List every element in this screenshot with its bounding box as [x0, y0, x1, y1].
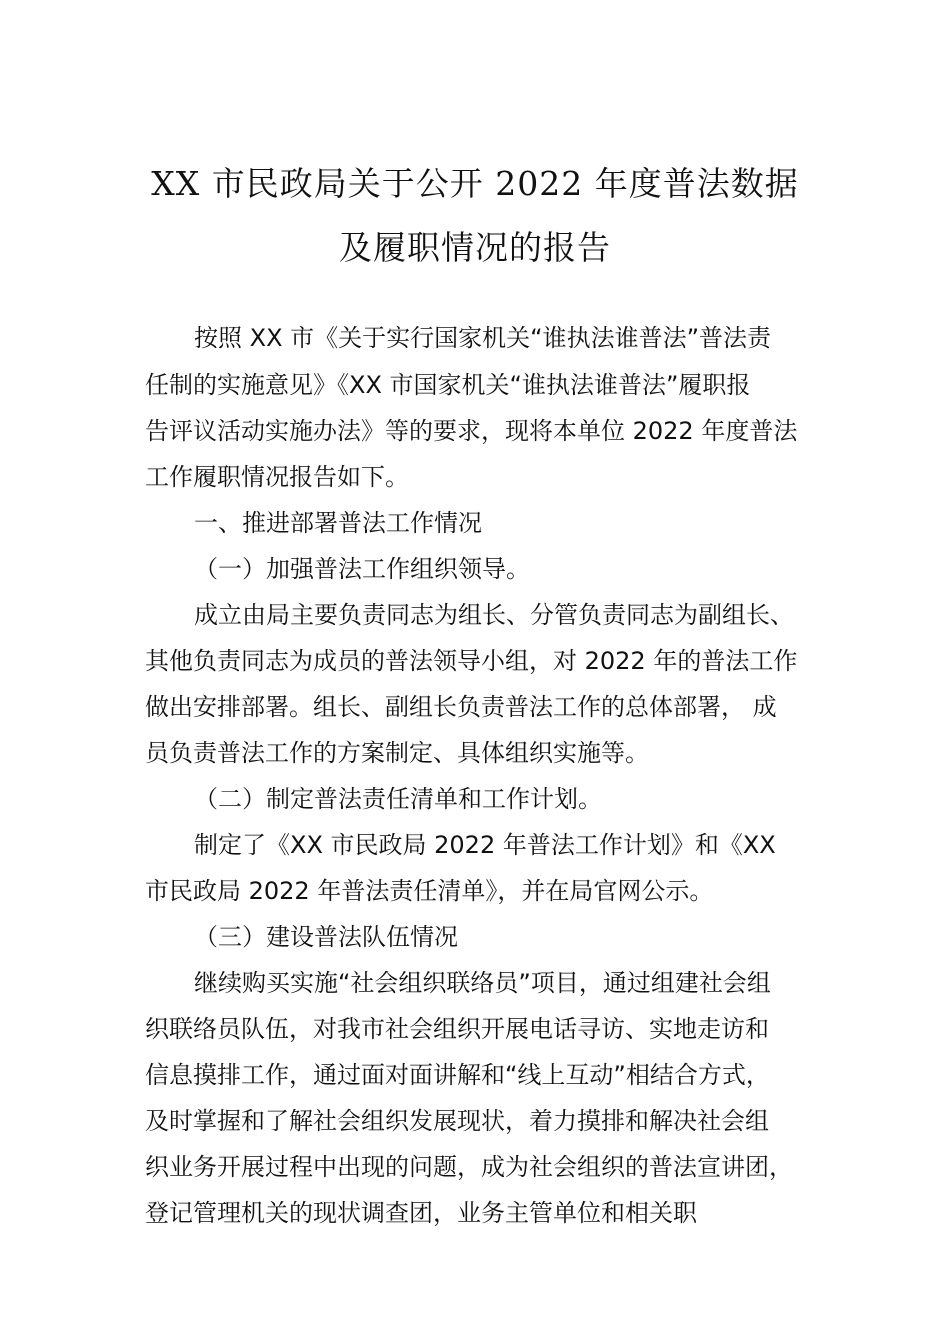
paragraph-team-line-4: 及时掌握和了解社会组织发展现状，着力摸排和解决社会组: [145, 1107, 769, 1135]
paragraph-team-line-3: 信息摸排工作，通过面对面讲解和“线上互动”相结合方式，: [145, 1061, 770, 1089]
paragraph-team-line-2: 织联络员队伍，对我市社会组织开展电话寻访、实地走访和: [145, 1015, 769, 1043]
subsection-heading-3: （三）建设普法队伍情况: [194, 923, 458, 951]
paragraph-team-line-1: 继续购买实施“社会组织联络员”项目，通过组建社会组: [194, 969, 771, 997]
subsection-heading-1: （一）加强普法工作组织领导。: [194, 555, 530, 583]
document-title-line-2: 及履职情况的报告: [339, 228, 611, 267]
document-title-line-1: XX 市民政局关于公开 2022 年度普法数据: [151, 164, 799, 203]
paragraph-intro-line-3: 告评议活动实施办法》等的要求，现将本单位 2022 年度普法: [145, 417, 798, 445]
paragraph-intro-line-2: 任制的实施意见》《XX 市国家机关“谁执法谁普法”履职报: [145, 371, 751, 399]
paragraph-team-line-6: 登记管理机关的现状调查团，业务主管单位和相关职: [145, 1199, 697, 1227]
paragraph-intro-line-4: 工作履职情况报告如下。: [145, 463, 409, 491]
section-heading-1: 一、推进部署普法工作情况: [194, 509, 482, 537]
paragraph-plan-line-1: 制定了《XX 市民政局 2022 年普法工作计划》和《XX: [194, 831, 776, 859]
paragraph-intro-line-1: 按照 XX 市《关于实行国家机关“谁执法谁普法”普法责: [194, 324, 772, 352]
paragraph-leadership-line-4: 员负责普法工作的方案制定、具体组织实施等。: [145, 739, 649, 767]
paragraph-team-line-5: 织业务开展过程中出现的问题，成为社会组织的普法宣讲团，: [145, 1153, 793, 1181]
paragraph-leadership-line-1: 成立由局主要负责同志为组长、分管负责同志为副组长、: [194, 601, 794, 629]
paragraph-leadership-line-3: 做出安排部署。组长、副组长负责普法工作的总体部署， 成: [145, 693, 777, 721]
paragraph-plan-line-2: 市民政局 2022 年普法责任清单》，并在局官网公示。: [145, 877, 714, 905]
paragraph-leadership-line-2: 其他负责同志为成员的普法领导小组，对 2022 年的普法工作: [145, 647, 798, 675]
subsection-heading-2: （二）制定普法责任清单和工作计划。: [194, 785, 602, 813]
